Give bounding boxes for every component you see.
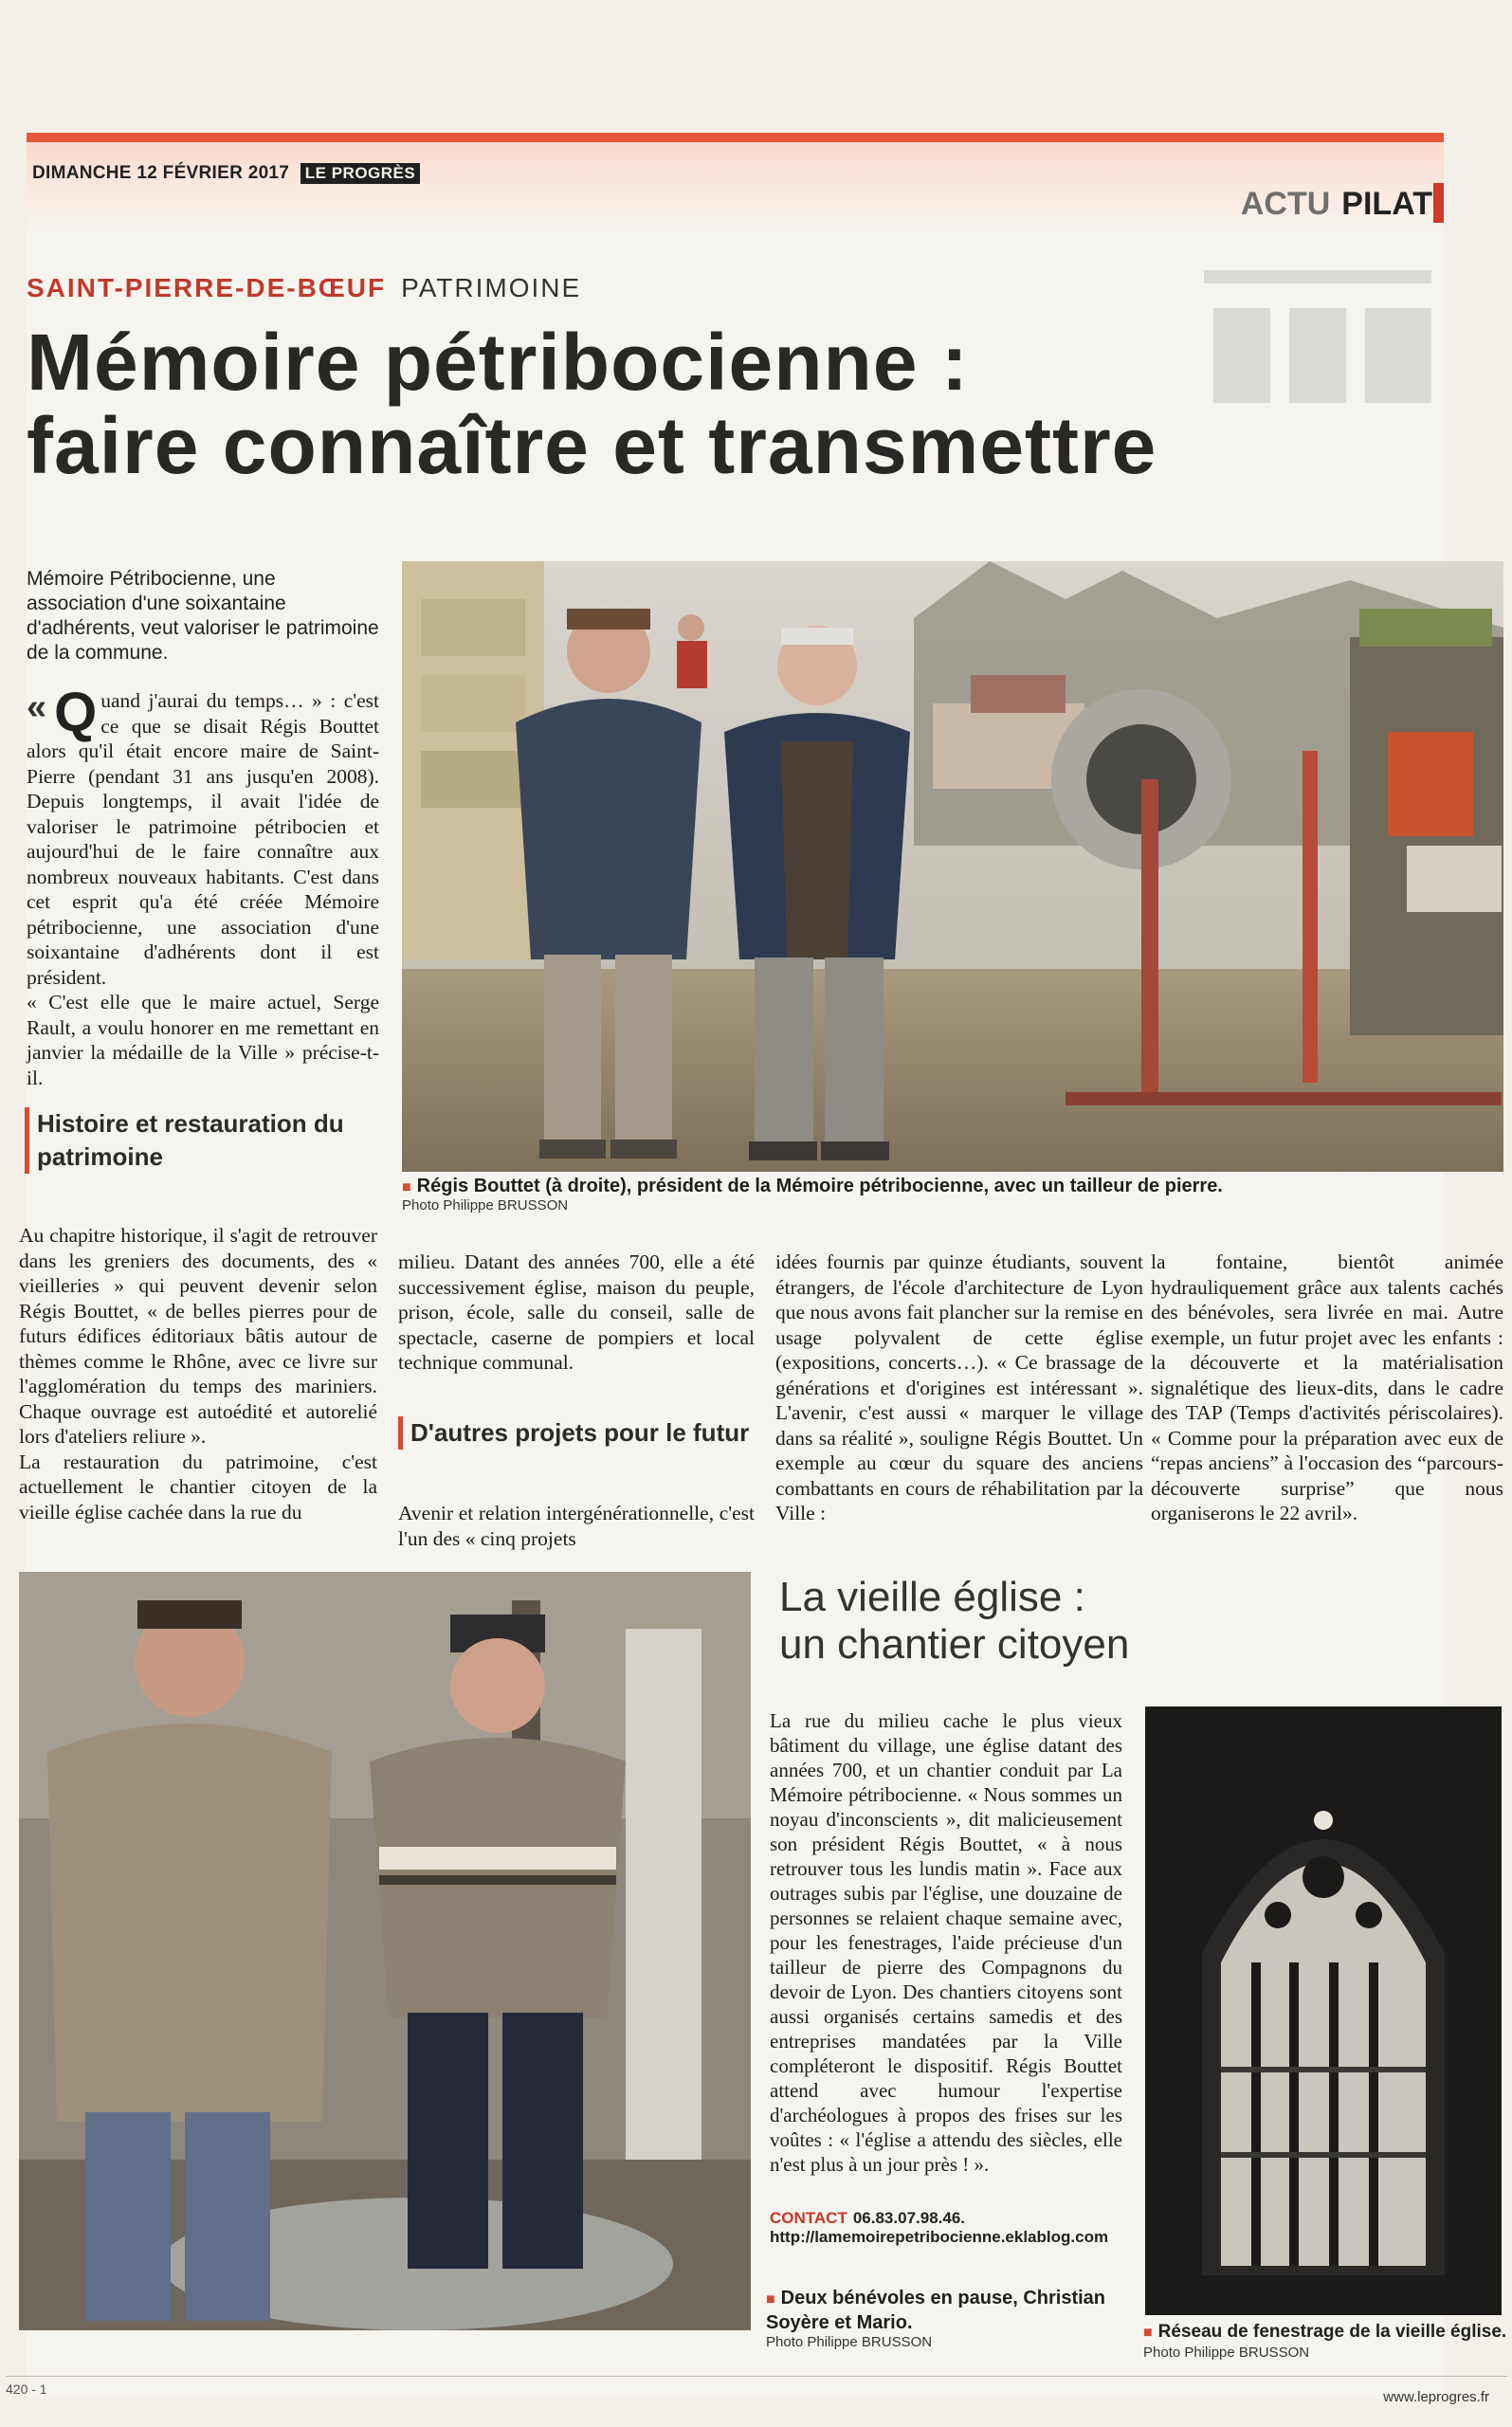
photo-3-credit: Photo Philippe BRUSSON	[1143, 2345, 1310, 2361]
headline-line-1: Mémoire pétribocienne :	[27, 318, 969, 407]
drop-cap: Q	[54, 682, 98, 743]
quote-mark: «	[27, 687, 47, 727]
paragraph-1: uand j'aurai du temps… » : c'est ce que se disait Régis Bouttet alors qu'il était encore maire de Saint-Pierre (pendant 31 ans jusqu'en 2008). Depuis longtemps, il avait l'idée de valoriser le patrimoine pétribocien et aujourd'hui de le faire connaître aux nombreux nouveaux habitants. C'est dans cet esprit qu'a été créée Mémoire pétribocienne, une association d'une soixantaine d'adhérents dont il est président.	[27, 689, 379, 989]
section-label	[1241, 186, 1432, 223]
article-headline	[27, 318, 1335, 490]
photo-2-caption-text: Deux bénévoles en pause, Christian Soyère et Mario.	[766, 2288, 1106, 2333]
paragraph-3: Au chapitre historique, il s'agit de retrouver dans les greniers des documents, des « vieilleries » qui peuvent devenir selon Régis Bouttet, « de belles pierres pour de futurs édifices éditoriaux bâtis autour de thèmes comme le Rhône, avec ce livre sur l'agglomération du temps des mariniers. Chaque ouvrage est autoédité et autorelié lors d'ateliers reliure ».	[19, 1224, 377, 1448]
photo-2-caption	[766, 2287, 1126, 2334]
sidebar-title-line-1: La vieille église :	[779, 1574, 1085, 1620]
caption-bullet-icon: ■	[1143, 2325, 1153, 2341]
paragraph-6: Avenir et relation intergénérationnelle, c'est l'un des « cinq projets	[398, 1502, 755, 1550]
photo-2-caption-block	[766, 2287, 1126, 2350]
contact-url[interactable]: http://lamemoirepetribocienne.eklablog.com	[770, 2228, 1109, 2246]
date-text: DIMANCHE 12 FÉVRIER 2017	[32, 163, 290, 183]
paragraph-5: milieu. Datant des années 700, elle a été successivement église, maison du peuple, prison, école, salle du conseil, salle de spectacle, caserne de pompiers et local technique communal.	[398, 1250, 755, 1374]
footer-rule	[6, 2376, 1507, 2377]
contact-block	[770, 2209, 1122, 2247]
header-rule	[27, 133, 1444, 142]
sidebar-title	[779, 1574, 1196, 1669]
headline-line-2: faire connaître et transmettre	[27, 401, 1157, 490]
page-code: 420 - 1	[6, 2381, 47, 2397]
photo-2-image	[19, 1572, 751, 2330]
photo-2-credit: Photo Philippe BRUSSON	[766, 2334, 933, 2350]
subhead-histoire: Histoire et restauration du patrimoine	[25, 1107, 378, 1174]
footer-site[interactable]: www.leprogres.fr	[1383, 2389, 1489, 2405]
kicker-topic: PATRIMOINE	[401, 273, 582, 302]
photo-3-caption	[1143, 2322, 1506, 2342]
photo-3-image	[1145, 1706, 1502, 2315]
photo-1-caption-block	[402, 1176, 1503, 1214]
photo-1-caption-text: Régis Bouttet (à droite), président de la Mémoire pétribocienne, avec un tailleur de pierre.	[416, 1176, 1223, 1196]
photo-1-image	[402, 561, 1503, 1172]
caption-bullet-icon: ■	[766, 2291, 775, 2308]
photo-1-caption	[402, 1176, 1503, 1197]
sidebar-text: La rue du milieu cache le plus vieux bâtiment du village, une église datant des années 700, et un chantier conduit par La Mémoire pétribocienne. « Nous sommes un noyau d'inconscients », dit malicieusement son président Régis Bouttet, « à nous retrouver tous les lundis matin ». Face aux outrages subis par l'église, une douzaine de personnes se relaient chaque semaine avec, pour les fenestrages, l'aide précieuse d'un tailleur de pierre des Compagnons du devoir de Lyon. Des chantiers citoyens sont aussi organisés certains samedis et des entreprises mandatées par la Ville compléteront le dispositif. Régis Bouttet attend avec humour l'expertise d'archéologues à propos des frises sur les voûtes : « l'église a attendu des siècles, elle n'est plus à un jour près ! ».	[770, 1709, 1122, 2176]
contact-label: CONTACT	[770, 2209, 847, 2227]
paragraph-7: idées fournis par quinze étudiants, souvent étrangers, de l'école d'architecture de Lyon que nous avons fait plancher sur la remise en usage polyvalent de cette église (expositions, concerts…). « Ce brassage de générations et d'origines est intéressant ». L'avenir, c'est aussi « marquer le village dans sa réalité », souligne Régis Bouttet. Un exemple au cœur du square des anciens combattants en cours de réhabilitation par la Ville :	[775, 1250, 1143, 1524]
photo-fenestrage	[1145, 1706, 1502, 2315]
body-column-1-continued	[19, 1223, 377, 1524]
publication-logo: LE PROGRÈS	[301, 163, 420, 184]
section-marker	[1433, 183, 1444, 223]
paragraph-4: La restauration du patrimoine, c'est actuellement le chantier citoyen de la vieille église cachée dans la rue du	[19, 1450, 377, 1524]
photo-benevoles	[19, 1572, 751, 2330]
kicker-place: SAINT-PIERRE-DE-BŒUF	[27, 273, 387, 302]
subhead-projets: D'autres projets pour le futur	[398, 1416, 752, 1450]
edition-date	[32, 163, 420, 184]
body-column-1	[27, 682, 379, 1090]
photo-bouttet-tailleur	[402, 561, 1503, 1172]
paragraph-8: la fontaine, bientôt animée hydrauliquement grâce aux talents cachés des bénévoles, sera livrée en mai. Autre exemple, un futur projet avec les enfants : la découverte et la matérialisation signalétique des lieux-dits, dans le cadre des TAP (Temps d'activités périscolaires). « Comme pour la préparation avec eux de “repas anciens” à l'occasion des “parcours-découverte surprise” que nous organiserons le 22 avril».	[1151, 1250, 1503, 1524]
caption-bullet-icon: ■	[402, 1179, 411, 1195]
photo-3-caption-block	[1143, 2321, 1507, 2362]
section-label-pilat: PILAT	[1341, 186, 1432, 222]
paragraph-2: « C'est elle que le maire actuel, Serge Rault, a voulu honorer en me remettant en janvier la médaille de la Ville » précise-t-il.	[27, 991, 379, 1089]
photo-1-credit: Photo Philippe BRUSSON	[402, 1197, 569, 1214]
photo-3-caption-text: Réseau de fenestrage de la vieille église.	[1157, 2322, 1507, 2342]
article-kicker	[27, 273, 581, 303]
sidebar-title-line-2: un chantier citoyen	[779, 1621, 1130, 1668]
section-label-actu: ACTU	[1240, 186, 1331, 222]
article-intro: Mémoire Pétribocienne, une association d'une soixantaine d'adhérents, veut valoriser le patrimoine de la commune.	[27, 568, 379, 664]
header-band	[27, 142, 1444, 228]
contact-phone: 06.83.07.98.46.	[852, 2209, 966, 2227]
